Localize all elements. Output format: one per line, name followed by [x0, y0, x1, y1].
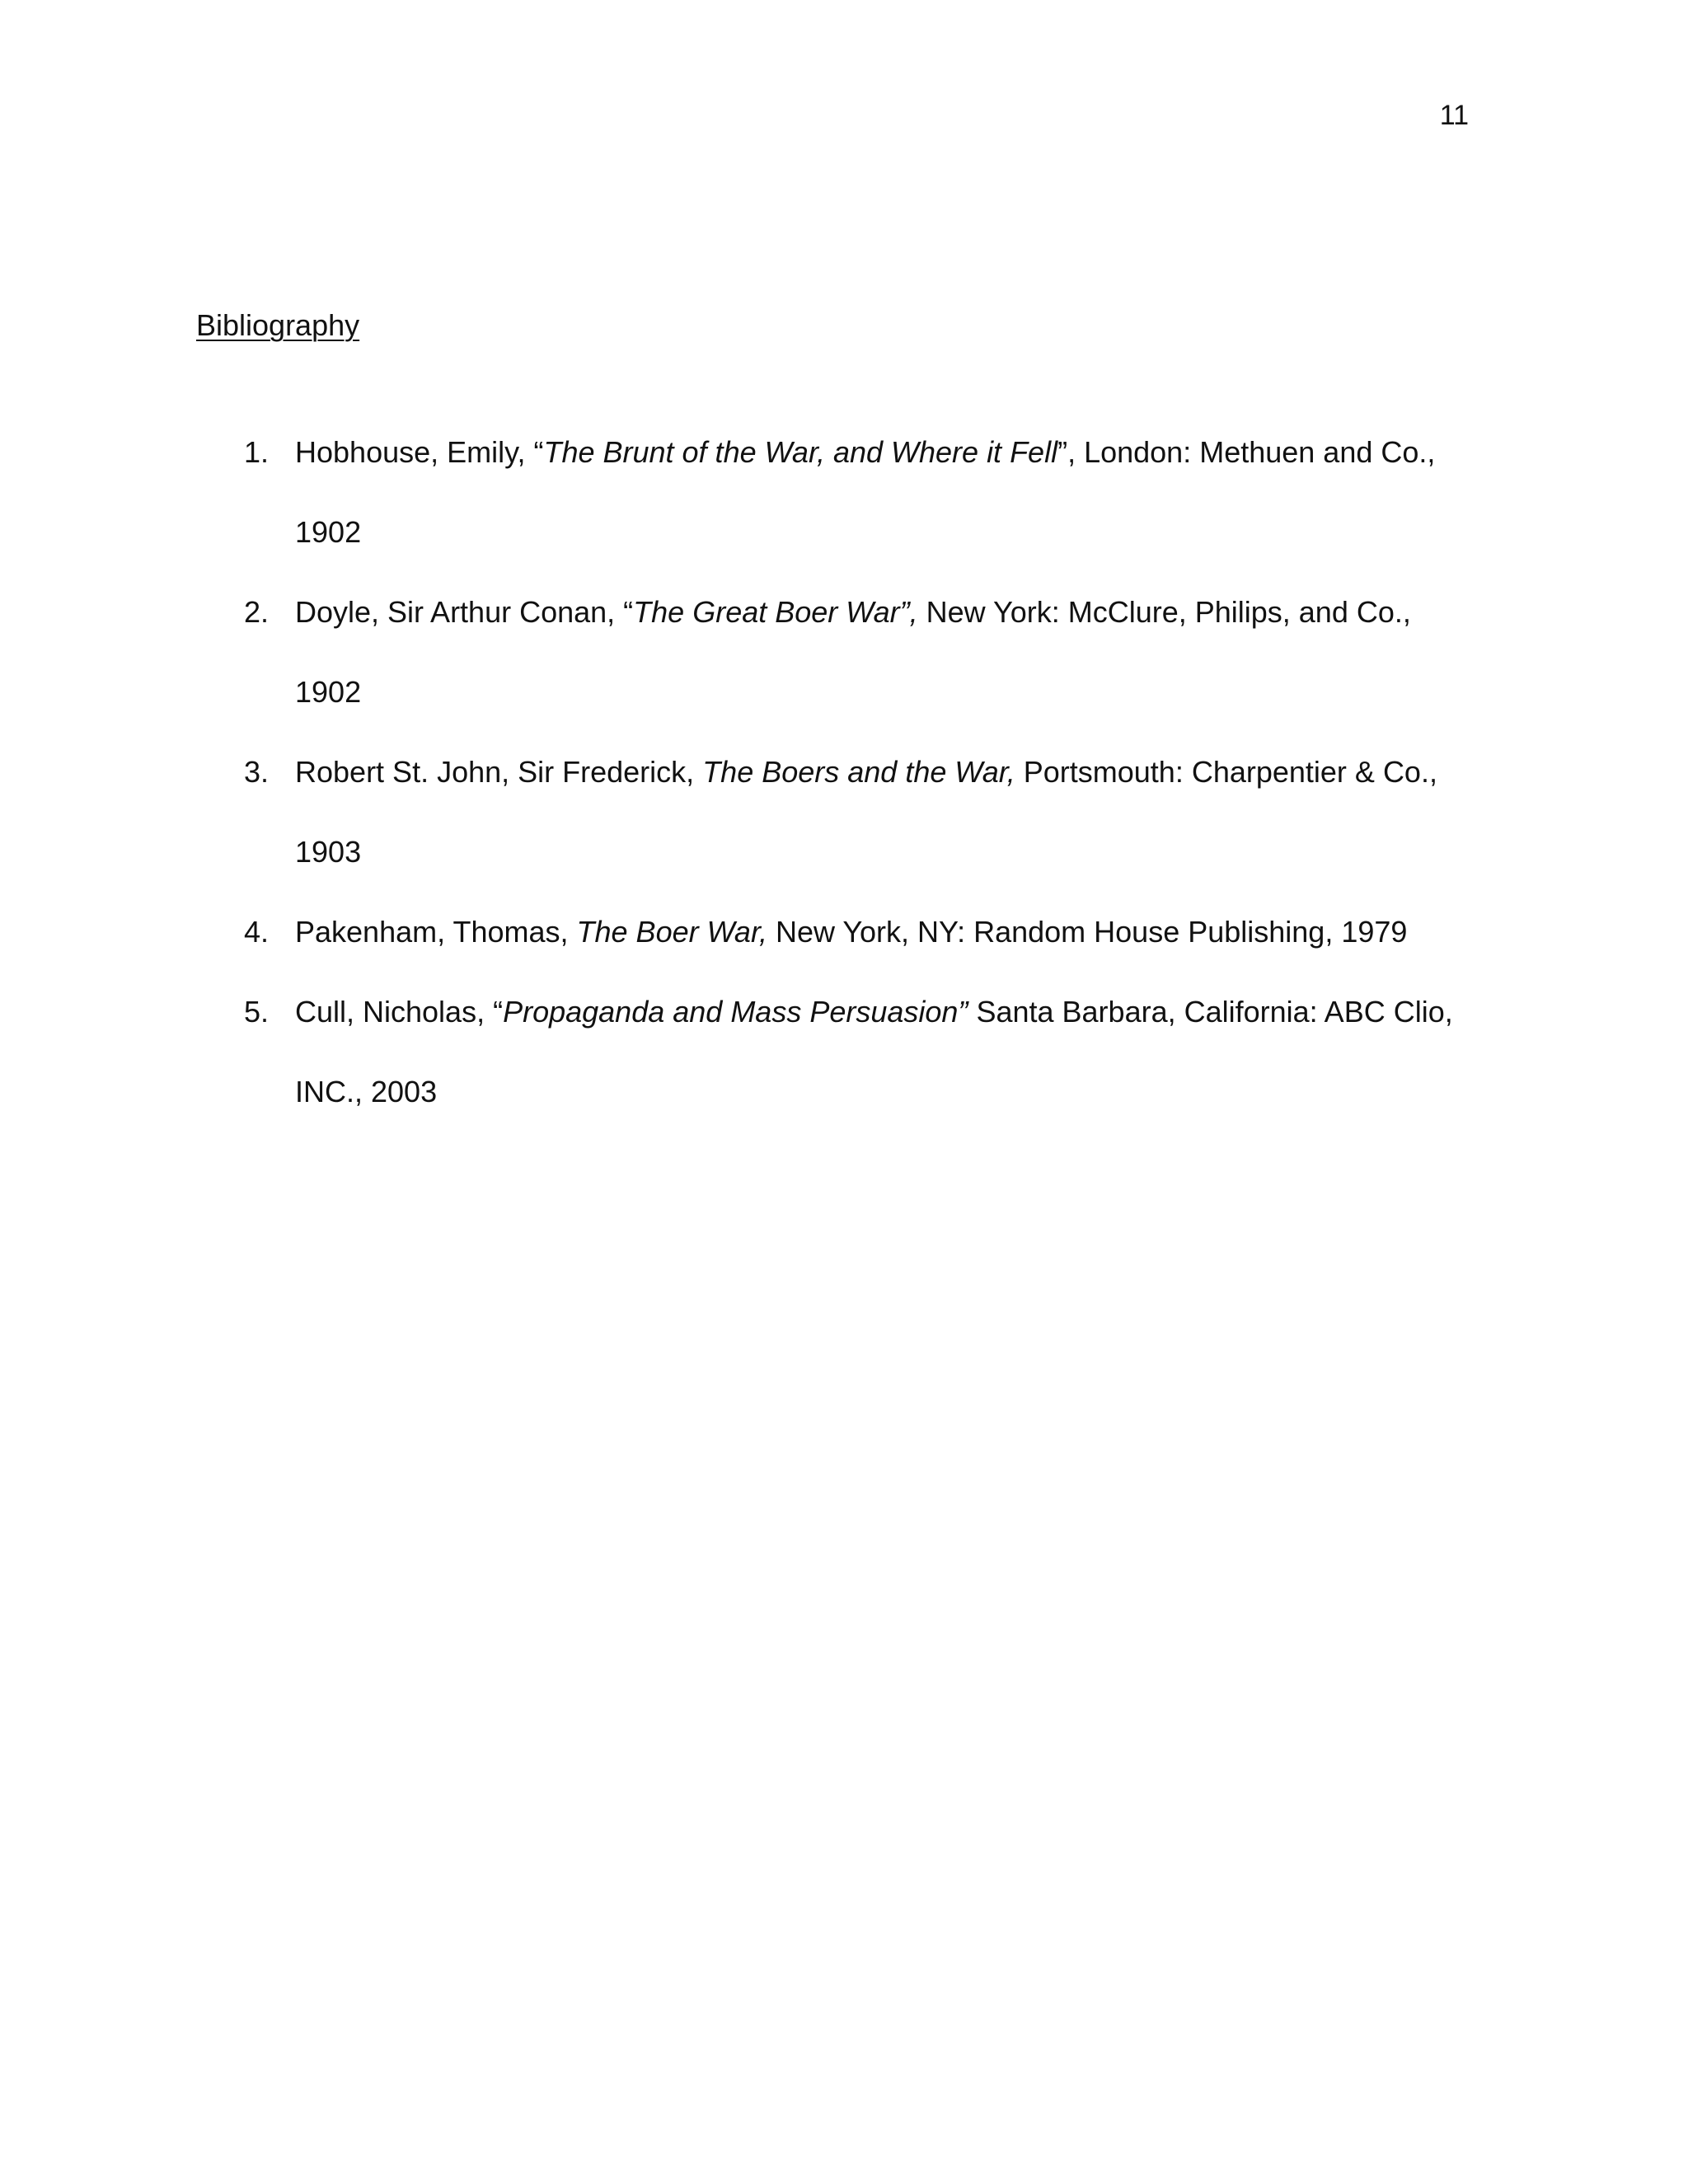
- entry-title: The Boers and the War,: [702, 755, 1015, 789]
- entry-line-2: INC., 2003: [295, 1075, 438, 1108]
- entry-publisher: Portsmouth: Charpentier & Co.,: [1015, 755, 1437, 789]
- entry-line-1: [295, 732, 1480, 812]
- entry-line-1: [295, 412, 1480, 492]
- entry-title: Propaganda and Mass Persuasion”: [503, 995, 968, 1029]
- entry-author: Robert St. John, Sir Frederick,: [295, 755, 703, 789]
- entry-author: Cull, Nicholas, “: [295, 995, 504, 1029]
- entry-number: 5.: [244, 995, 270, 1029]
- entry-line-2: 1903: [295, 835, 362, 869]
- entry-number: 4.: [244, 915, 270, 949]
- entry-author: Doyle, Sir Arthur Conan, “: [295, 595, 634, 629]
- bibliography-entry-2: [244, 572, 1480, 732]
- entry-title: The Great Boer War”,: [633, 595, 918, 629]
- entry-line-2: 1902: [295, 675, 362, 709]
- entry-publisher: ”, London: Methuen and Co.,: [1057, 435, 1436, 469]
- entry-publisher: New York: McClure, Philips, and Co.,: [917, 595, 1411, 629]
- bibliography-entry-1: [244, 412, 1480, 572]
- entry-title: The Boer War,: [576, 915, 767, 949]
- entry-title: The Brunt of the War, and Where it Fell: [543, 435, 1058, 469]
- entry-line-2: 1902: [295, 515, 362, 549]
- entry-line-1: [295, 972, 1480, 1052]
- entry-author: Pakenham, Thomas,: [295, 915, 577, 949]
- entry-number: 3.: [244, 755, 270, 789]
- bibliography-heading: Bibliography: [196, 308, 360, 342]
- entry-number: 2.: [244, 595, 270, 629]
- page-number: 11: [1439, 100, 1469, 131]
- entry-line-1: [295, 892, 1480, 972]
- entry-author: Hobhouse, Emily, “: [295, 435, 544, 469]
- bibliography-entry-3: [244, 732, 1480, 892]
- entry-number: 1.: [244, 435, 270, 469]
- entry-publisher: New York, NY: Random House Publishing, 1979: [767, 915, 1408, 949]
- entry-publisher: Santa Barbara, California: ABC Clio,: [968, 995, 1453, 1029]
- bibliography-list: [244, 412, 1480, 1132]
- bibliography-entry-5: [244, 972, 1480, 1132]
- bibliography-entry-4: [244, 892, 1480, 972]
- entry-line-1: [295, 572, 1480, 652]
